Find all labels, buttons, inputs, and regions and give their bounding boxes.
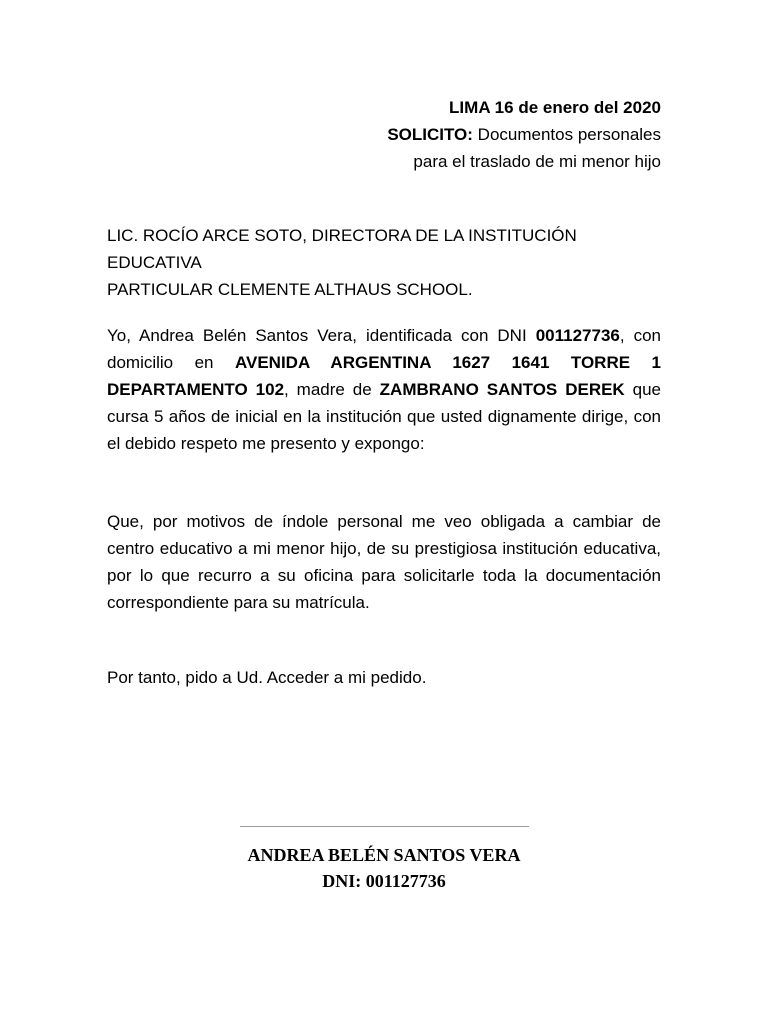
solicito-label: SOLICITO: [387, 125, 473, 144]
date-line: LIMA 16 de enero del 2020 [449, 98, 661, 117]
intro-text-3: , madre de [284, 380, 380, 399]
intro-text-2: , con domicilio en [107, 326, 661, 372]
solicito-text-continued: para el traslado de mi menor hijo [413, 152, 661, 171]
signature-block [184, 842, 584, 894]
intro-text-4: que cursa 5 años de inicial en la institución que usted dignamente dirige, con el debido respeto me presento y expongo: [107, 380, 662, 453]
addressee [107, 222, 661, 303]
signature-name: ANDREA BELÉN SANTOS VERA [247, 845, 521, 865]
intro-child-name: ZAMBRANO SANTOS DEREK [379, 380, 625, 399]
addressee-line-2: PARTICULAR CLEMENTE ALTHAUS SCHOOL. [107, 280, 473, 299]
addressee-line-1: LIC. ROCÍO ARCE SOTO, DIRECTORA DE LA INSTITUCIÓN EDUCATIVA [107, 226, 577, 272]
intro-text-1: Yo, Andrea Belén Santos Vera, identificada con DNI [107, 326, 536, 345]
intro-dni: 001127736 [535, 326, 620, 345]
solicito-text: Documentos personales [472, 125, 661, 144]
signature-dni: DNI: 001127736 [322, 871, 446, 891]
paragraph-introduction [107, 322, 661, 457]
solicito-line [387, 121, 661, 148]
intro-address: AVENIDA ARGENTINA 1627 1641 TORRE 1 DEPARTAMENTO 102 [107, 353, 661, 399]
paragraph-request: Que, por motivos de índole personal me veo obligada a cambiar de centro educativo a mi menor hijo, de su prestigiosa institución educativa, por lo que recurro a su oficina para solicitarle toda la documentación correspondiente para su matrícula. [107, 512, 661, 612]
signature-line [240, 826, 529, 827]
paragraph-closing: Por tanto, pido a Ud. Acceder a mi pedido. [107, 668, 427, 687]
letter-header [387, 94, 661, 175]
